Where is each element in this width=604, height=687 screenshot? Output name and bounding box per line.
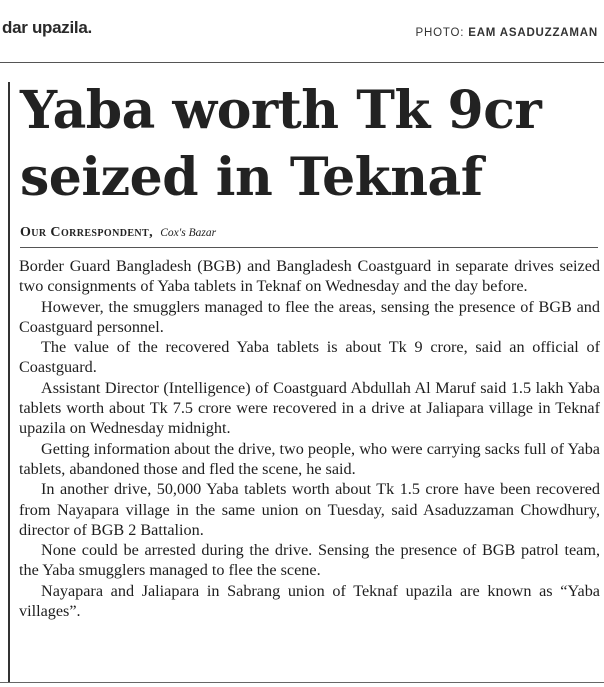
article-paragraph: However, the smugglers managed to flee the areas, sensing the presence of BGB and Coastguard personnel. (19, 297, 600, 336)
photo-credit-label: PHOTO: (415, 27, 465, 39)
byline-place: Cox's Bazar (160, 227, 217, 239)
article-paragraph: Getting information about the drive, two people, who were carrying sacks full of Yaba tablets, abandoned those and fled the scene, he said. (19, 439, 600, 478)
article-paragraph: In another drive, 50,000 Yaba tablets worth about Tk 1.5 crore have been recovered from Nayapara village in the same union on Tuesday, said Asaduzzaman Chowdhury, director of BGB 2 Battalion. (19, 480, 600, 539)
photo-credit-name: EAM ASADUZZAMAN (468, 27, 598, 39)
top-strip (0, 0, 604, 62)
column-rule (8, 82, 10, 682)
bottom-divider (0, 682, 604, 683)
byline-author: Our Correspondent, (20, 225, 153, 240)
top-divider (0, 62, 604, 63)
article-paragraph: The value of the recovered Yaba tablets is about Tk 9 crore, said an official of Coastguard. (19, 338, 600, 377)
photo-credit (416, 27, 598, 39)
article-body (19, 256, 600, 621)
article-paragraph: Border Guard Bangladesh (BGB) and Bangladesh Coastguard in separate drives seized two consignments of Yaba tablets in Teknaf on Wednesday and the day before. (19, 257, 600, 296)
article-paragraph: Nayapara and Jaliapara in Sabrang union of Teknaf upazila are known as “Yaba villages”. (19, 581, 600, 621)
article-byline (20, 224, 216, 241)
byline-divider (20, 247, 598, 248)
article-paragraph: Assistant Director (Intelligence) of Coastguard Abdullah Al Maruf said 1.5 lakh Yaba tablets worth about Tk 7.5 crore were recovered in a drive at Jaliapara village in Teknaf upazila on Wednesday midnight. (19, 378, 600, 438)
article-headline: Yaba worth Tk 9cr seized in Teknaf (20, 80, 542, 208)
photo-caption-tail: dar upazila. (2, 18, 92, 37)
article-paragraph: None could be arrested during the drive. Sensing the presence of BGB patrol team, the Yaba smugglers managed to flee the scene. (19, 541, 600, 580)
